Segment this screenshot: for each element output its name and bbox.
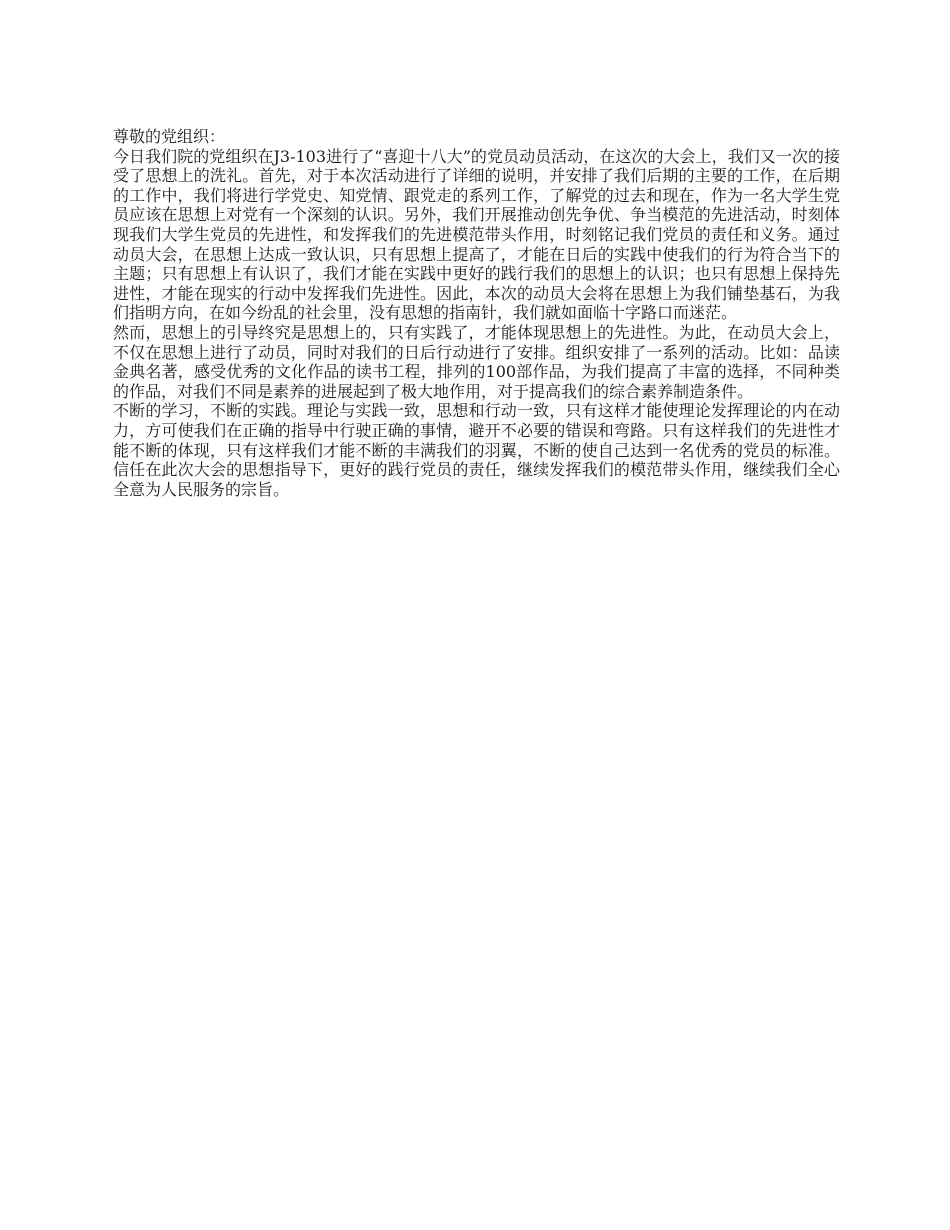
paragraph-2: 然而，思想上的引导终究是思想上的，只有实践了，才能体现思想上的先进性。为此，在动员大会上，不仅在思想上进行了动员，同时对我们的日后行动进行了安排。组织安排了一系列的活动。比如：品读金典名著，感受优秀的文化作品的读书工程，排列的100部作品，为我们提高了丰富的选择，不同种类的作品，对我们不同是素养的进展起到了极大地作用，对于提高我们的综合素养制造条件。 (113, 322, 840, 401)
salutation: 尊敬的党组织： (113, 127, 226, 146)
paragraph-3: 不断的学习，不断的实践。理论与实践一致，思想和行动一致，只有这样才能使理论发挥理论的内在动力，方可使我们在正确的指导中行驶正确的事情，避开不必要的错误和弯路。只有这样我们的先进性才能不断的体现，只有这样我们才能不断的丰满我们的羽翼，不断的使自己达到一名优秀的党员的标准。信任在此次大会的思想指导下，更好的践行党员的责任，继续发挥我们的模范带头作用，继续我们全心全意为人民服务的宗旨。 (113, 401, 840, 499)
document-body (113, 127, 840, 499)
paragraph-1: 今日我们院的党组织在J3-103进行了“喜迎十八大”的党员动员活动，在这次的大会上，我们又一次的接受了思想上的洗礼。首先，对于本次活动进行了详细的说明，并安排了我们后期的主要的工作，在后期的工作中，我们将进行学党史、知党情、跟党走的系列工作，了解党的过去和现在，作为一名大学生党员应该在思想上对党有一个深刻的认识。另外，我们开展推动创先争优、争当模范的先进活动，时刻体现我们大学生党员的先进性，和发挥我们的先进模范带头作用，时刻铭记我们党员的责任和义务。通过动员大会，在思想上达成一致认识，只有思想上提高了，才能在日后的实践中使我们的行为符合当下的主题；只有思想上有认识了，我们才能在实践中更好的践行我们的思想上的认识；也只有思想上保持先进性，才能在现实的行动中发挥我们先进性。因此，本次的动员大会将在思想上为我们铺垫基石，为我们指明方向，在如今纷乱的社会里，没有思想的指南针，我们就如面临十字路口而迷茫。 (113, 146, 840, 323)
